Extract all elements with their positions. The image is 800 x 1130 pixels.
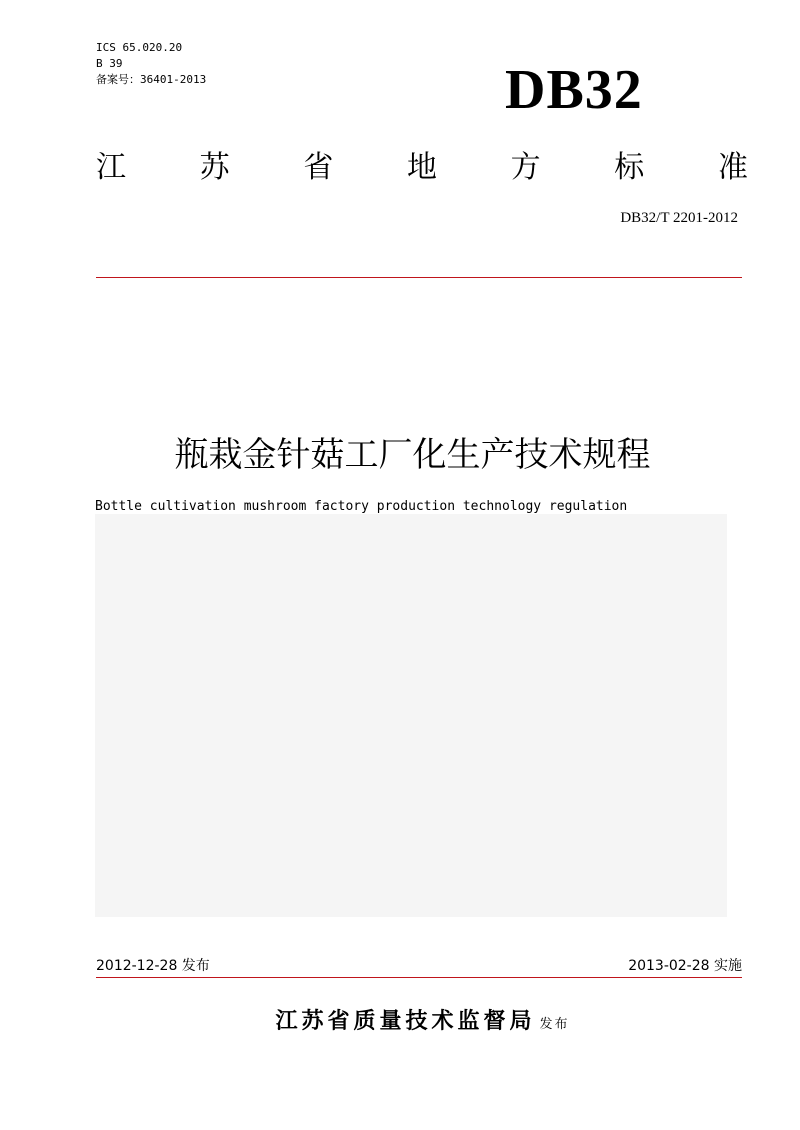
standard-number: DB32/T 2201-2012 — [620, 210, 738, 226]
standard-code-logo: DB32 — [505, 59, 643, 121]
document-title-zh: 瓶栽金针菇工厂化生产技术规程 — [174, 435, 651, 475]
effective-date: 2013-02-28 实施 — [628, 958, 742, 974]
org-title-char: 省 — [303, 150, 334, 185]
document-title-en: Bottle cultivation mushroom factory production technology regulation — [95, 499, 628, 514]
document-metadata — [96, 40, 206, 88]
org-title-char: 方 — [510, 150, 541, 185]
org-title — [96, 148, 748, 188]
publisher — [0, 1004, 800, 1035]
org-title-char: 江 — [96, 150, 126, 185]
content-area — [95, 514, 727, 917]
ics-code: ICS 65.020.20 — [96, 41, 183, 54]
org-title-char: 地 — [406, 150, 437, 185]
org-title-char: 标 — [614, 150, 645, 185]
issue-date: 2012-12-28 发布 — [96, 958, 210, 974]
org-title-char: 准 — [717, 150, 748, 185]
publisher-org: 江苏省质量技术监督局 — [275, 1009, 536, 1034]
org-title-char: 苏 — [199, 150, 230, 185]
classification-code: B 39 — [96, 57, 123, 70]
top-divider — [96, 277, 742, 278]
filing-number: 备案号：36401-2013 — [96, 73, 207, 86]
bottom-divider — [96, 977, 742, 978]
publisher-action: 发布 — [539, 1017, 570, 1032]
